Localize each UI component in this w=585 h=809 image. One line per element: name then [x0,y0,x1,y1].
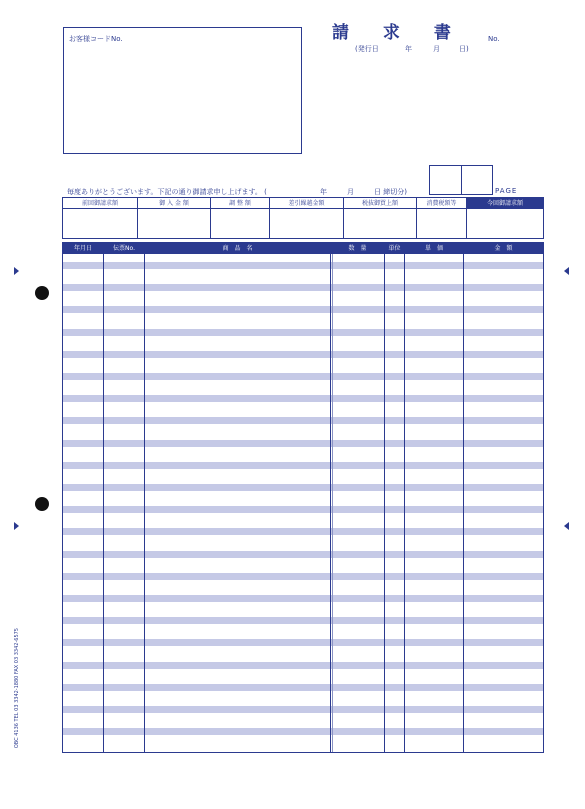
margin-marker-right-top [564,267,569,275]
table-row-stripe [63,639,543,646]
page-label: PAGE [495,187,518,195]
items-header-quantity: 数 量 [348,245,367,252]
table-row-stripe [63,528,543,535]
items-table-header [63,243,543,254]
items-column-divider [103,254,104,752]
table-row-stripe [63,595,543,602]
summary-divider [210,198,211,238]
table-row-stripe [63,728,543,735]
items-column-divider [463,254,464,752]
greeting-year: 年 [320,188,327,196]
issue-date-day: 日) [459,45,469,53]
table-row-stripe [63,417,543,424]
table-row-stripe [63,462,543,469]
greeting-text: 毎度ありがとうございます。下記の通り御請求申し上げます。 ( [67,188,267,196]
items-column-divider [330,254,331,752]
summary-table [62,197,544,239]
binding-hole-bottom [35,497,49,511]
table-row-stripe [63,351,543,358]
items-header-slip-no: 伝票No. [113,245,135,252]
table-row-stripe [63,551,543,558]
table-row-stripe [63,306,543,313]
table-row-stripe [63,662,543,669]
summary-header-previous-billing: 前回御請求額 [63,198,137,209]
document-number-label: No. [488,35,500,43]
table-row-stripe [63,706,543,713]
issue-date-month: 月 [433,45,440,53]
summary-divider [466,198,467,238]
margin-marker-left-bottom [14,522,19,530]
summary-header-current-billing: 今回御請求額 [467,198,543,209]
items-header-date: 年月日 [73,245,92,252]
greeting-month: 月 [347,188,354,196]
summary-header-consumption-tax: 消費税額等 [417,198,466,209]
summary-divider [269,198,270,238]
table-row-stripe [63,440,543,447]
items-table [62,242,544,753]
items-header-unit-price: 単 価 [424,245,443,252]
items-column-divider [384,254,385,752]
table-row-stripe [63,484,543,491]
table-row-stripe [63,573,543,580]
table-row-stripe [63,329,543,336]
page-box-divider [461,166,462,194]
customer-box [63,27,302,154]
table-row-stripe [63,617,543,624]
summary-divider [137,198,138,238]
summary-divider [416,198,417,238]
table-row-stripe [63,373,543,380]
publisher-side-text: OBC 4136 TEL 03 3342-1880 FAX 03 3342-6575 [14,628,20,749]
document-title: 請 求 書 [332,23,465,43]
table-row-stripe [63,684,543,691]
items-header-unit: 単位 [388,245,401,252]
table-row-stripe [63,262,543,269]
greeting-day-close: 日 締切分) [374,188,407,196]
summary-header-carryover: 差引繰越金額 [270,198,343,209]
page-number-box [429,165,493,195]
margin-marker-right-bottom [564,522,569,530]
summary-divider [343,198,344,238]
items-column-divider [404,254,405,752]
customer-code-label: お客様コードNo. [69,35,123,43]
issue-date-open: (発行日 [355,45,379,53]
issue-date-year: 年 [405,45,412,53]
binding-hole-top [35,286,49,300]
items-column-divider [332,254,333,752]
summary-header-adjustment: 調 整 額 [211,198,269,209]
table-row-stripe [63,284,543,291]
table-row-stripe [63,395,543,402]
summary-header-purchase-excl-tax: 税抜御買上額 [344,198,416,209]
items-header-product-name: 商 品 名 [222,245,253,252]
summary-header-payment: 御 入 金 額 [138,198,210,209]
table-row-stripe [63,506,543,513]
items-column-divider [144,254,145,752]
items-header-amount: 金 額 [494,245,513,252]
margin-marker-left-top [14,267,19,275]
